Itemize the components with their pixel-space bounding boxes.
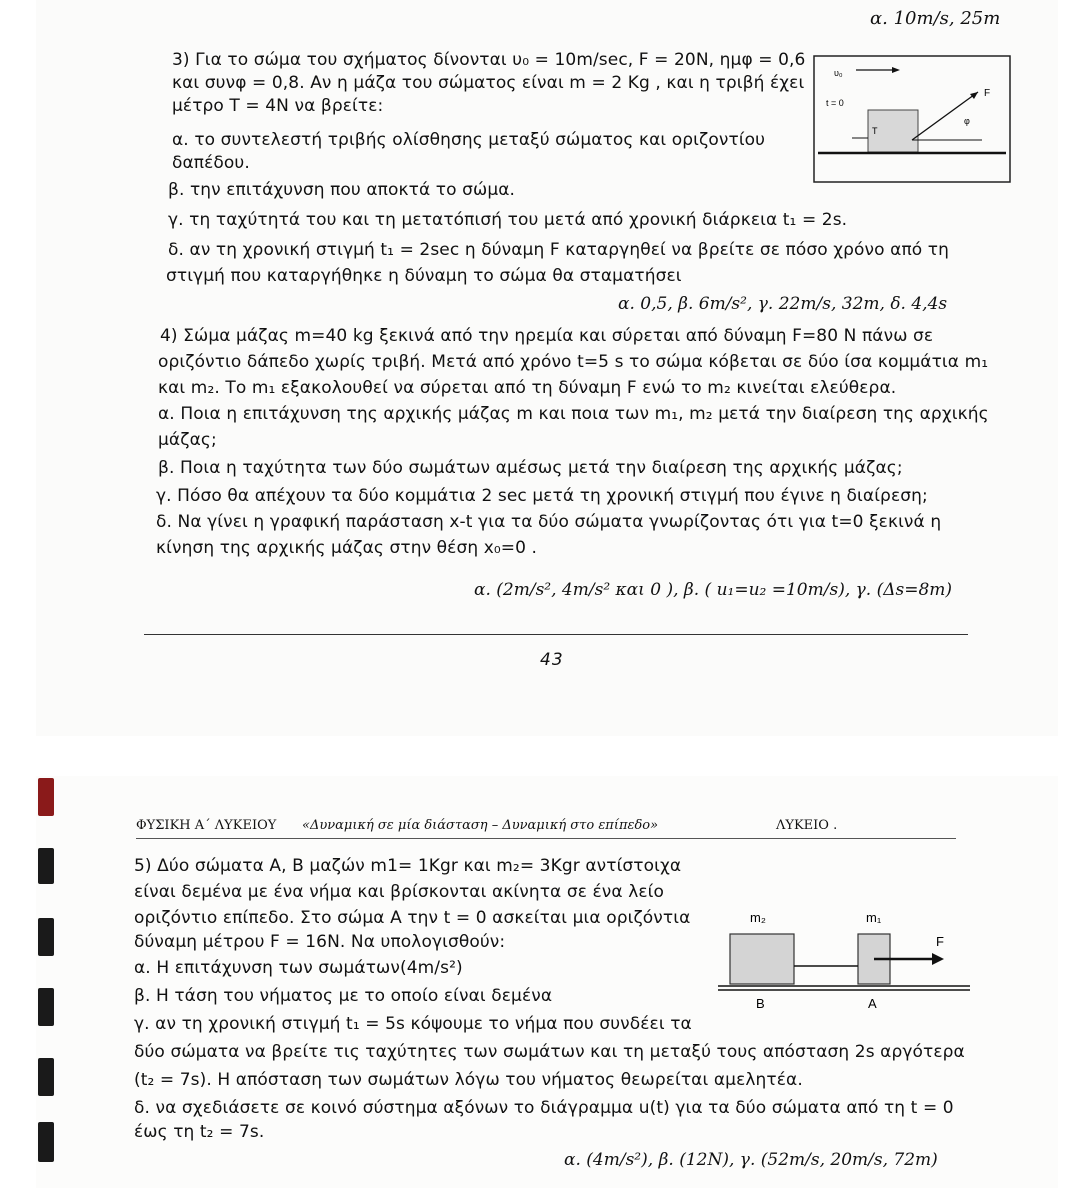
figure-label-F: F <box>936 934 944 949</box>
problem-4-answers: α. (2m/s², 4m/s² και 0 ), β. ( u₁=u₂ =10m/s), γ. (Δs=8m) <box>474 580 953 600</box>
problem-5-line: γ. αν τη χρονική στιγμή t₁ = 5s κόψουμε το νήμα που συνδέει τα <box>134 1014 692 1034</box>
figure-label-m2: m₂ <box>750 910 766 925</box>
page-gap <box>0 738 1080 776</box>
problem-4-line: γ. Πόσο θα απέχουν τα δύο κομμάτια 2 sec μετά τη χρονική στιγμή που έγινε η διαίρεση; <box>156 486 928 506</box>
problem-3-line: δ. αν τη χρονική στιγμή t₁ = 2sec η δύναμη F καταργηθεί να βρείτε σε πόσο χρόνο από τη <box>168 240 950 260</box>
problem-3-answers: α. 0,5, β. 6m/s², γ. 22m/s, 32m, δ. 4,4s <box>618 294 948 314</box>
problem-5-line: δύναμη μέτρου F = 16N. Να υπολογισθούν: <box>134 932 506 952</box>
problem-5-line: οριζόντιο επίπεδο. Στο σώμα Α την t = 0 ασκείται μια οριζόντια <box>134 908 691 928</box>
figure-label-B: B <box>756 996 765 1011</box>
problem-3-line: β. την επιτάχυνση που αποκτά το σώμα. <box>168 180 516 200</box>
problem-5-line: α. Η επιτάχυνση των σωμάτων(4m/s²) <box>134 958 463 978</box>
header-school: ΛΥΚΕΙΟ . <box>776 818 838 833</box>
problem-3-line: δαπέδου. <box>172 153 250 173</box>
book-page-next <box>36 776 1058 1188</box>
problem-5-line: έως τη t₂ = 7s. <box>134 1122 265 1142</box>
problem-3-line: στιγμή που καταργήθηκε η δύναμη το σώμα θα σταματήσει <box>166 266 682 286</box>
velocity-arrow-head <box>892 67 900 73</box>
figure-label-m1: m₁ <box>866 910 882 925</box>
problem-3-line: γ. τη ταχύτητά του και τη μετατόπισή του μετά από χρονική διάρκεια t₁ = 2s. <box>168 210 848 230</box>
binder-mark <box>38 1122 54 1162</box>
problem-3-line: α. το συντελεστή τριβής ολίσθησης μεταξύ σώματος και οριζοντίου <box>172 130 766 150</box>
binder-mark <box>38 988 54 1026</box>
figure-label-phi: φ <box>964 116 970 126</box>
header-rule <box>136 838 956 839</box>
problem-5-line: β. Η τάση του νήματος με το οποίο είναι δεμένα <box>134 986 553 1006</box>
problem-4-line: δ. Να γίνει η γραφική παράσταση x-t για τα δύο σώματα γνωρίζοντας ότι για t=0 ξεκινά η <box>156 512 942 532</box>
book-page-43 <box>36 0 1058 736</box>
header-subject: ΦΥΣΙΚΗ Α΄ ΛΥΚΕΙΟΥ <box>136 818 277 833</box>
figure-label-T: T <box>872 126 878 136</box>
force-arrow-head <box>970 92 978 99</box>
problem-4-line: και m₂. Το m₁ εξακολουθεί να σύρεται από τη δύναμη F ενώ το m₂ κινείται ελεύθερα. <box>158 378 897 398</box>
binder-mark <box>38 918 54 956</box>
problem-5-line: (t₂ = 7s). Η απόσταση των σωμάτων λόγω του νήματος θεωρείται αμελητέα. <box>134 1070 803 1090</box>
problem-3-line: 3) Για το σώμα του σχήματος δίνονται υ₀ = 10m/sec, F = 20N, ημφ = 0,6 <box>172 50 806 70</box>
problem-3-line: μέτρο Τ = 4Ν να βρείτε: <box>172 96 384 116</box>
page-number: 43 <box>540 650 564 670</box>
figure-label-u0: υ₀ <box>834 68 843 78</box>
binder-mark <box>38 848 54 884</box>
problem-5-answers: α. (4m/s²), β. (12N), γ. (52m/s, 20m/s, 72m) <box>564 1150 938 1170</box>
problem-5-line: δύο σώματα να βρείτε τις ταχύτητες των σωμάτων και τη μεταξύ τους απόσταση 2s αργότερα <box>134 1042 965 1062</box>
force-arrow-head <box>932 953 944 965</box>
problem-5-figure <box>714 906 974 1016</box>
problem-4-line: α. Ποια η επιτάχυνση της αρχικής μάζας m και ποια των m₁, m₂ μετά την διαίρεση της αρχικής <box>158 404 989 424</box>
figure-label-t0: t = 0 <box>826 98 844 108</box>
block-B <box>730 934 794 984</box>
problem-4-line: 4) Σώμα μάζας m=40 kg ξεκινά από την ηρεμία και σύρεται από δύναμη F=80 N πάνω σε <box>160 326 934 346</box>
problem-3-figure <box>812 54 1012 184</box>
problem-5-line: είναι δεμένα με ένα νήμα και βρίσκονται ακίνητα σε ένα λείο <box>134 882 665 902</box>
problem-4-line: μάζας; <box>158 430 217 450</box>
figure-label-A: A <box>868 996 877 1011</box>
binder-mark <box>38 1058 54 1096</box>
problem-4-line: β. Ποια η ταχύτητα των δύο σωμάτων αμέσως μετά την διαίρεση της αρχικής μάζας; <box>158 458 903 478</box>
problem-4-line: κίνηση της αρχικής μάζας στην θέση x₀=0 . <box>156 538 538 558</box>
binder-mark <box>38 778 54 816</box>
problem-5-line: 5) Δύο σώματα Α, Β μαζών m1= 1Kgr και m₂= 3Kgr αντίστοιχα <box>134 856 682 876</box>
problem-3-line: και συνφ = 0,8. Αν η μάζα του σώματος είναι m = 2 Kg , και η τριβή έχει <box>172 73 805 93</box>
problem-4-line: οριζόντιο δάπεδο χωρίς τριβή. Μετά από χρόνο t=5 s το σώμα κόβεται σε δύο ίσα κομμάτια m₁ <box>158 352 989 372</box>
figure-label-F: F <box>984 88 991 99</box>
problem-5-line: δ. να σχεδιάσετε σε κοινό σύστημα αξόνων το διάγραμμα u(t) για τα δύο σώματα από τη t = 0 <box>134 1098 954 1118</box>
page-footer-rule <box>144 634 968 635</box>
header-chapter: «Δυναμική σε μία διάσταση – Δυναμική στο επίπεδο» <box>302 818 659 833</box>
answer-previous-problem: α. 10m/s, 25m <box>870 8 1001 29</box>
